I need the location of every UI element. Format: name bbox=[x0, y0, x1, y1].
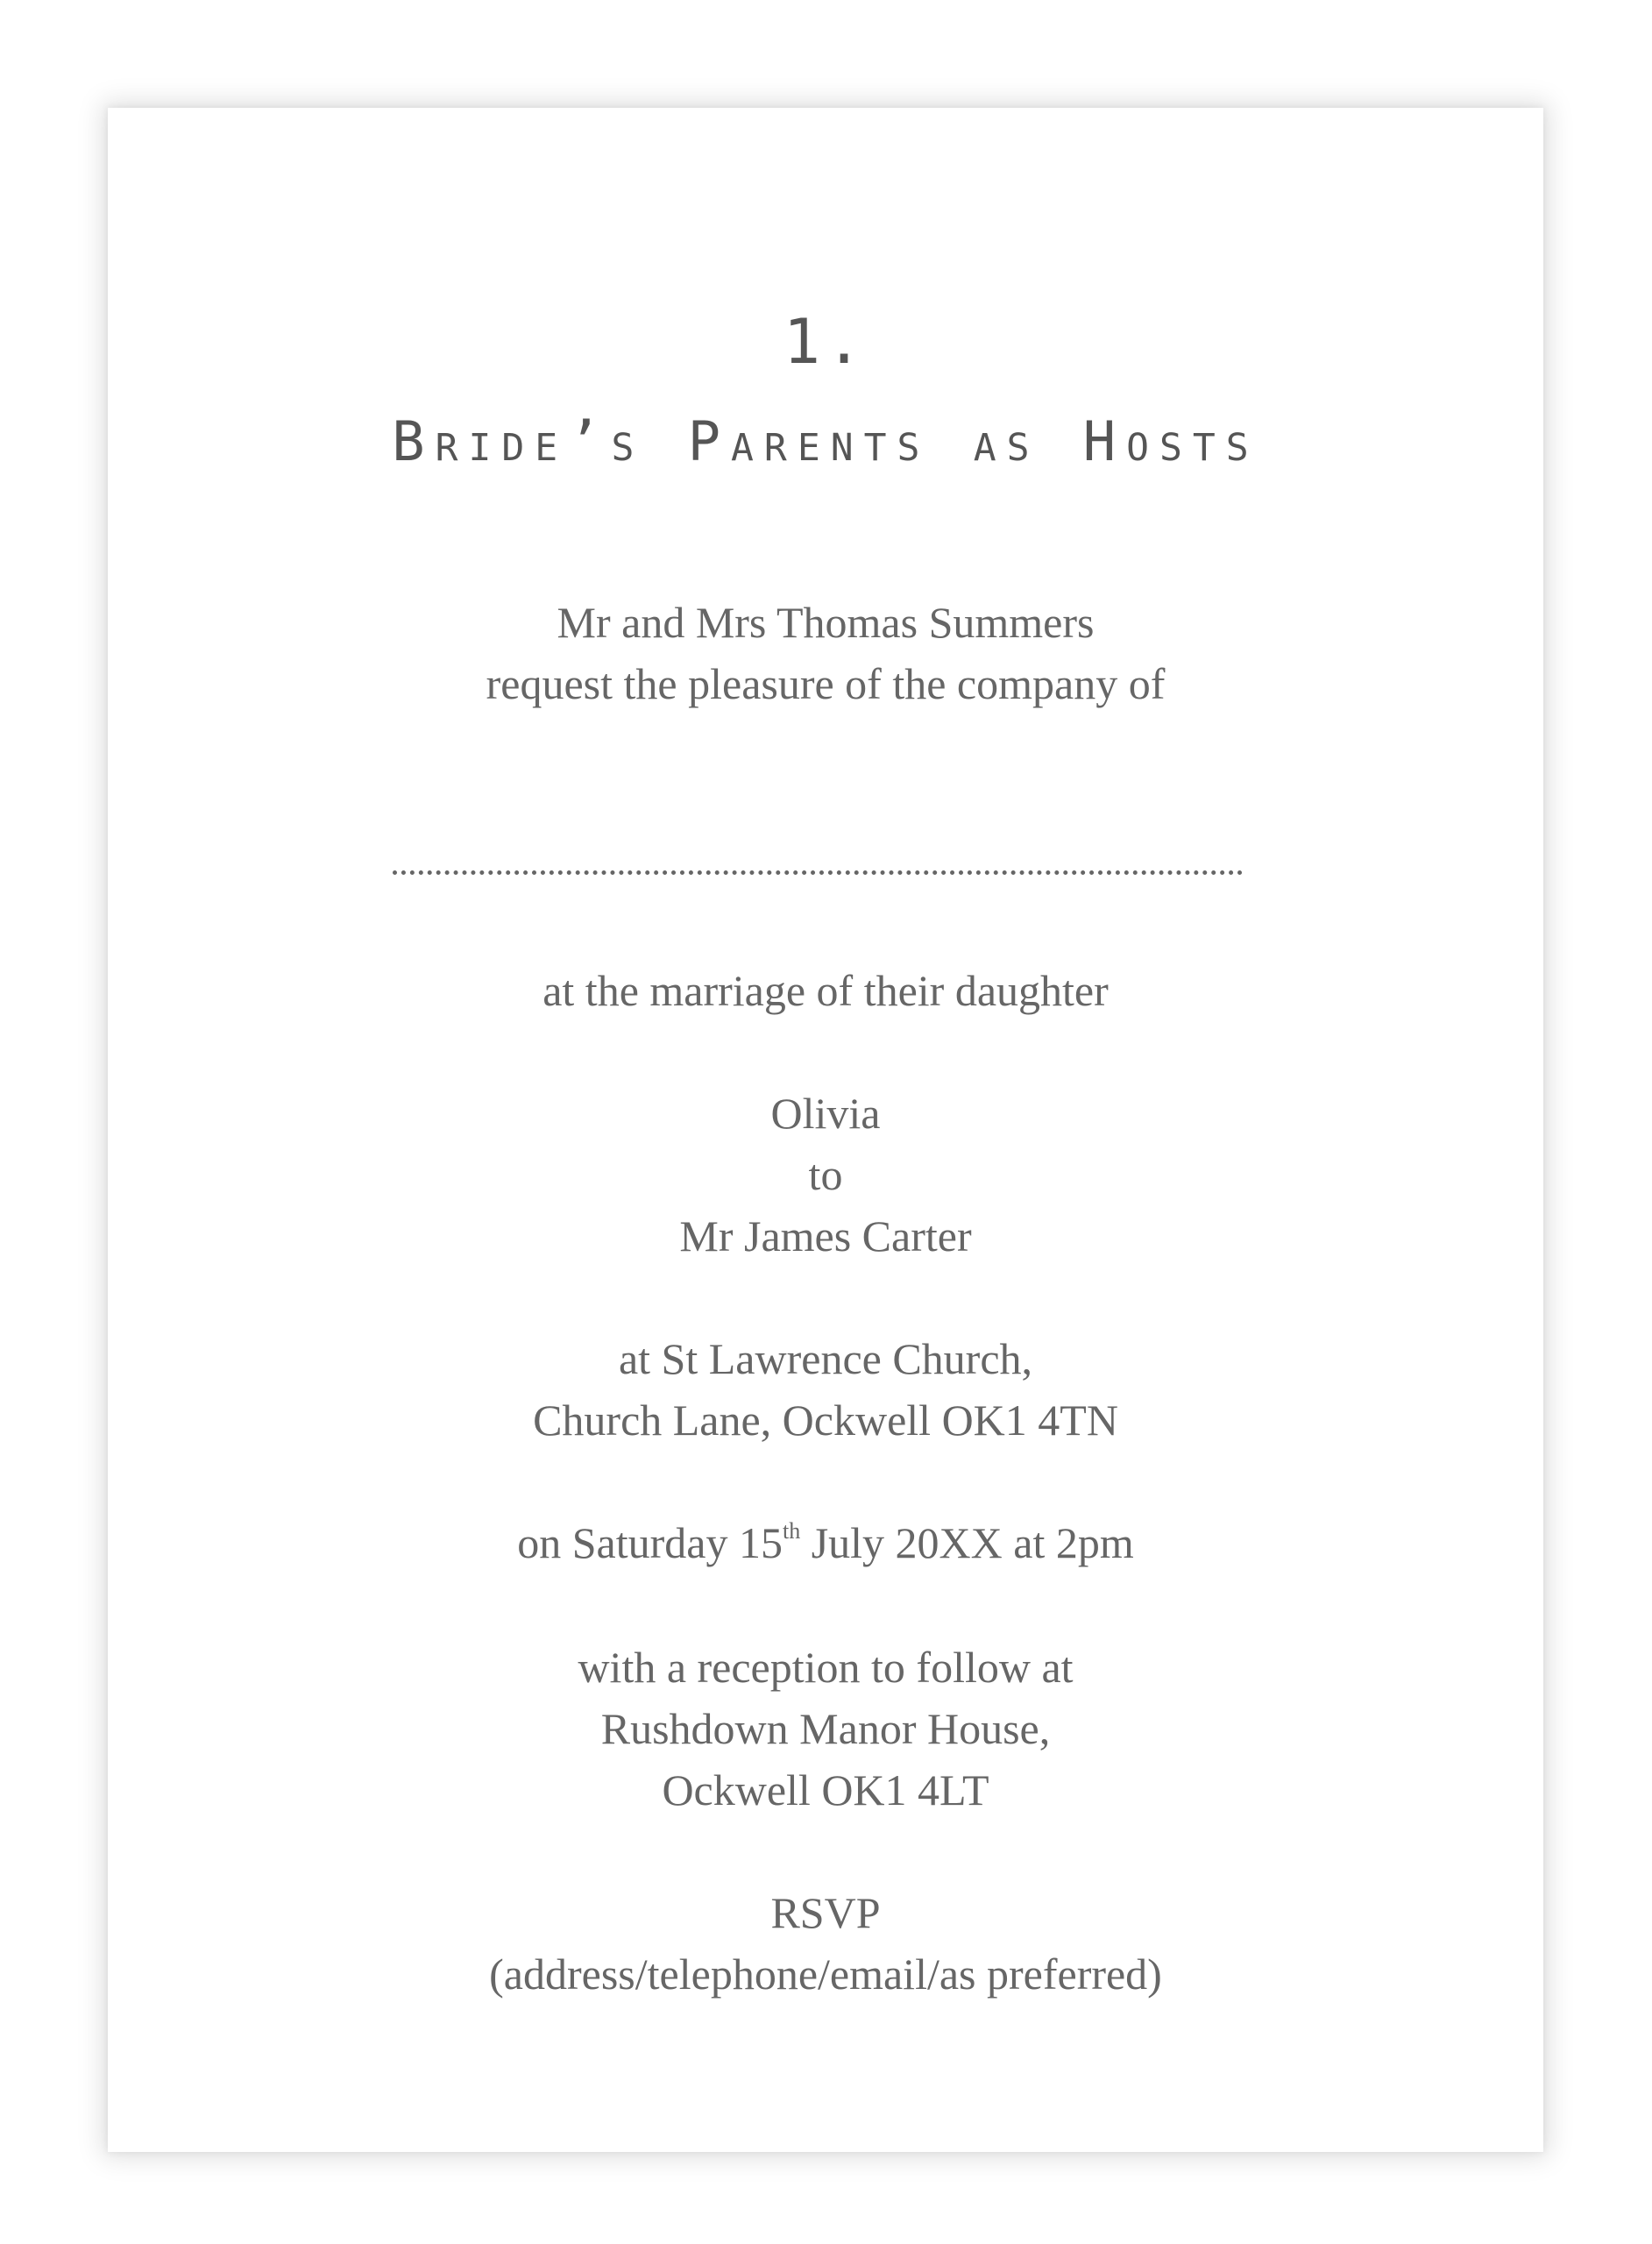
hosts-names: Mr and Mrs Thomas Summers bbox=[557, 598, 1095, 647]
reception-block bbox=[108, 1637, 1543, 1821]
rsvp-block bbox=[108, 1882, 1543, 2005]
rsvp-label: RSVP bbox=[770, 1888, 881, 1937]
date-prefix: on Saturday 15 bbox=[517, 1518, 783, 1567]
hosts-block bbox=[108, 592, 1543, 714]
date-ordinal: th bbox=[782, 1518, 801, 1544]
rsvp-details: (address/telephone/email/as preferred) bbox=[489, 1949, 1162, 1999]
marriage-line: at the marriage of their daughter bbox=[542, 966, 1109, 1015]
couple-connector: to bbox=[808, 1150, 843, 1199]
invitation-content bbox=[108, 108, 1543, 2152]
invitation-title: Bride’s Parents as Hosts bbox=[392, 409, 1259, 473]
venue-block bbox=[108, 1328, 1543, 1451]
groom-name: Mr James Carter bbox=[679, 1211, 972, 1260]
reception-address: Ockwell OK1 4LT bbox=[662, 1765, 989, 1814]
example-number: 1. bbox=[783, 306, 869, 378]
hosts-request: request the pleasure of the company of bbox=[486, 659, 1166, 708]
invitation-card bbox=[108, 108, 1543, 2152]
couple-block bbox=[108, 1083, 1543, 1267]
venue-address: Church Lane, Ockwell OK1 4TN bbox=[533, 1395, 1118, 1445]
bride-name: Olivia bbox=[770, 1089, 881, 1138]
venue-name: at St Lawrence Church, bbox=[618, 1334, 1033, 1383]
guest-name-line bbox=[393, 870, 1243, 875]
date-suffix: July 20XX at 2pm bbox=[800, 1518, 1134, 1567]
date-line bbox=[108, 1512, 1543, 1573]
reception-venue: Rushdown Manor House, bbox=[600, 1704, 1051, 1753]
reception-intro: with a reception to follow at bbox=[578, 1643, 1074, 1692]
